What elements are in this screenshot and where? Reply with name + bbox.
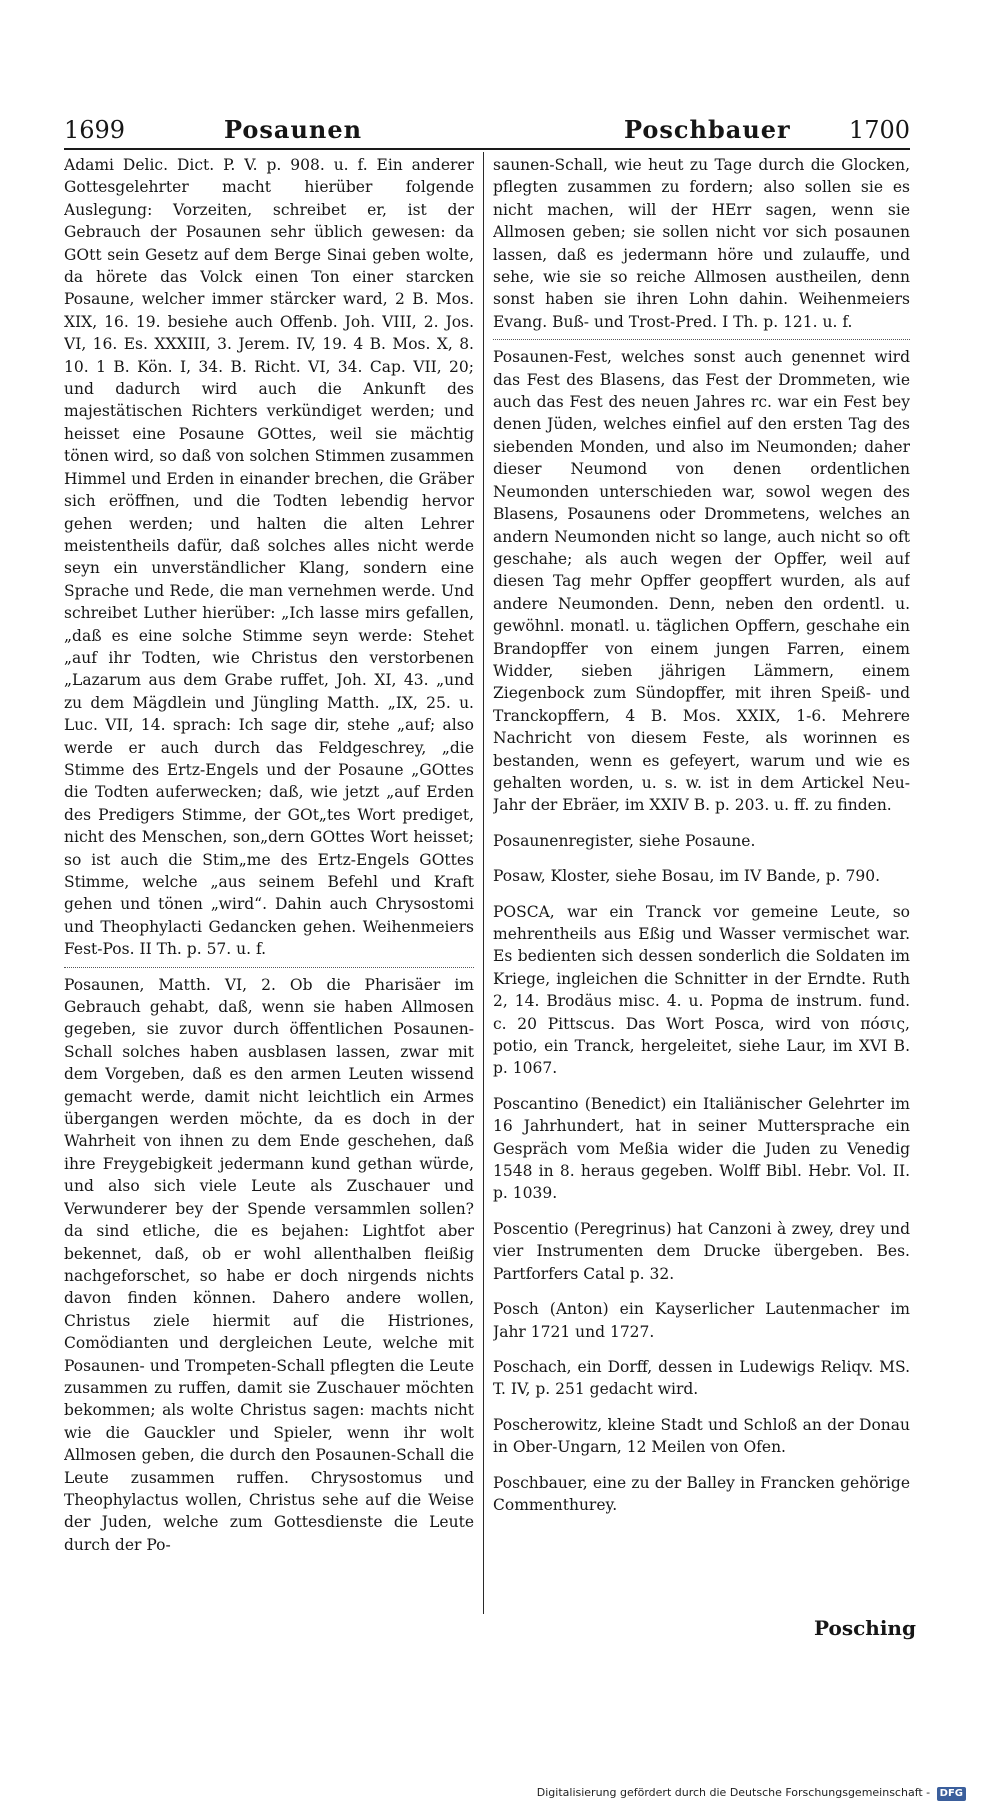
entry-posaunen-schall-continuation: saunen-Schall, wie heut zu Tage durch die Glocken, pflegten zusammen zu fordern; also sollen sie es nicht machen, will der HErr sagen, wenn sie Allmosen geben; sie sollen nicht vor sich posaunen lassen, daß es jedermann höre und zulauffe, und sehe, wie sie so reiche Allmosen austheilen, denn sonst haben sie ihren Lohn dahin. Weihenmeiers Evang. Buß- und Trost-Pred. I Th. p. 121. u. f. bbox=[493, 156, 910, 331]
entry-posaunen-fest: Posaunen-Fest, welches sonst auch genennet wird das Fest des Blasens, das Fest der Drommeten, wie auch das Fest des neuen Jahres rc. war ein Fest bey denen Jüden, welches einfiel auf den ersten Tag des siebenden Monden, und also im Neumonden; daher dieser Neumond von denen ordentlichen Neumonden unterschieden war, sowol wegen des Blasens, Posaunens oder Drommetens, welches an andern Neumonden nicht so lange, auch nicht so oft geschahe; als auch wegen der Opffer, weil auf diesen Tag mehr Opffer geopffert wurden, als auf andere Neumonden. Denn, neben den ordentl. u. gewöhnl. monatl. u. täglichen Opffern, geschahe ein Brandopffer von einem jungen Farren, einem Widder, sieben jährigen Lämmern, einem Ziegenbock zum Sündopffer, mit ihren Speiß- und Tranckopffern, 4 B. Mos. XXIX, 1-6. Mehrere Nachricht von diesem Feste, als worinnen es bestanden, wenn es gefeyert, warum und wie es gehalten worden, u. s. w. ist in dem Artickel Neu-Jahr der Ebräer, im XXIV B. p. 203. u. ff. zu finden. bbox=[493, 348, 910, 815]
dfg-logo[interactable]: DFG bbox=[937, 1787, 966, 1801]
entry-poscantino: Poscantino (Benedict) ein Italiänischer Gelehrter im 16 Jahrhundert, hat in seiner Muttersprache ein Gespräch vom Meßia wider die Juden zu Venedig 1548 in 8. heraus gegeben. Wolff Bibl. Hebr. Vol. II. p. 1039. bbox=[493, 1094, 910, 1203]
entry-poschach: Poschach, ein Dorff, dessen in Ludewigs Reliqv. MS. T. IV, p. 251 gedacht wird. bbox=[493, 1357, 910, 1399]
header-keyword-right: Poschbauer bbox=[624, 115, 791, 144]
footer-text: Digitalisierung gefördert durch die Deutsche Forschungsgemeinschaft - bbox=[536, 1786, 931, 1799]
right-column bbox=[493, 154, 910, 1644]
entry-posca: POSCA, war ein Tranck vor gemeine Leute, so mehrentheils aus Eßig und Wasser vermischet war. Es bedienten sich dessen sonderlich die Soldaten im Kriege, ingleichen die Schnitter in der Erndte. Ruth 2, 14. Brodäus misc. 4. u. Popma de instrum. fund. c. 20 Pittscus. Das Wort Posca, wird von πόσις, potio, ein Tranck, hergeleitet, siehe Laur, im XVI B. p. 1067. bbox=[493, 902, 910, 1078]
entry-separator bbox=[493, 339, 910, 340]
page-number-right: 1700 bbox=[848, 116, 910, 144]
column-divider bbox=[483, 152, 484, 1614]
entry-poscherowitz: Poscherowitz, kleine Stadt und Schloß an der Donau in Ober-Ungarn, 12 Meilen von Ofen. bbox=[493, 1415, 910, 1457]
entry-adami-continuation: Adami Delic. Dict. P. V. p. 908. u. f. Ein anderer Gottesgelehrter macht hierüber folgende Auslegung: Vorzeiten, schreibet er, ist der Gebrauch der Posaunen sehr üblich gewesen: da GOtt sein Gesetz auf dem Berge Sinai geben wolte, da hörete das Volck einen Ton einer starcken Posaune, welcher immer stärcker ward, 2 B. Mos. XIX, 16. 19. besiehe auch Offenb. Joh. VIII, 2. Jos. VI, 16. Es. XXXIII, 3. Jerem. IV, 19. 4 B. Mos. X, 8. 10. 1 B. Kön. I, 34. B. Richt. VI, 34. Cap. VII, 20; und dadurch wird auch die Ankunft des majestätischen Richters verkündiget werden; und heisset eine Posaune GOttes, weil sie mächtig tönen wird, so daß von solchen Stimmen zusammen Himmel und Erden in einander brechen, die Gräber sich eröffnen, und die Todten lebendig hervor gehen werden; und halten die alten Lehrer meistentheils dafür, daß solches alles nicht werde seyn ein unverständlicher Klang, sondern eine Sprache und Rede, die man vernehmen werde. Und schreibet Luther hierüber: „Ich lasse mirs gefallen, „daß es eine solche Stimme seyn werde: Stehet „auf ihr Todten, wie Christus den verstorbenen „Lazarum aus dem Grabe ruffet, Joh. XI, 43. „und zu dem Mägdlein und Jüngling Matth. „IX, 25. u. Luc. VII, 14. sprach: Ich sage dir, stehe „auf; also werde er auch durch das Feldgeschrey, „die Stimme des Ertz-Engels und der Posaune „GOttes die Todten auferwecken; daß, wie jetzt „auf Erden des Predigers Stimme, der GOt„tes Wort prediget, nicht des Menschen, son„dern GOttes Wort heisset; so ist auch die Stim„me des Ertz-Engels GOttes Stimme, welche „aus seinem Befehl und Kraft gehen und tönen „wird“. Dahin auch Chrysostomi und Theophylacti Gedancken gehen. Weihenmeiers Fest-Pos. II Th. p. 57. u. f. bbox=[64, 156, 474, 959]
entry-poschbauer: Poschbauer, eine zu der Balley in Francken gehörige Commenthurey. bbox=[493, 1473, 910, 1514]
entry-posaw: Posaw, Kloster, siehe Bosau, im IV Bande, p. 790. bbox=[493, 867, 880, 886]
entry-posch: Posch (Anton) ein Kayserlicher Lautenmacher im Jahr 1721 und 1727. bbox=[493, 1300, 910, 1341]
entry-posaunen-matth: Posaunen, Matth. VI, 2. Ob die Pharisäer im Gebrauch gehabt, daß, wenn sie haben Allmosen gegeben, sie zuvor durch öffentlichen Posaunen-Schall solches haben ausblasen lassen, zwar mit dem Vorgeben, daß es den armen Leuten wissend gemacht werde, damit nicht leichtlich ein Armes übergangen werden möchte, da es doch in der Wahrheit von ihnen zu dem Ende geschehen, daß ihre Freygebigkeit jedermann kund gethan würde, und also sich viele Leute als Zuschauer und Verwunderer bey der Spende versammlen sollen? da sind etliche, die es bejahen: Lightfot aber bekennet, daß, ob er wohl allenthalben fleißig nachgeforschet, so habe er doch nirgends nichts davon finden können. Dahero andere wollen, Christus ziele hiermit auf die Histriones, Comödianten und dergleichen Leute, welche mit Posaunen- und Trompeten-Schall pflegten die Leute zusammen zu ruffen, damit sie Zuschauer möchten bekommen; als wolte Christus sagen: machts nicht wie die Gauckler und Spieler, wenn ihr wolt Allmosen geben, die durch den Posaunen-Schall die Leute zusammen ruffen. Chrysostomus und Theophylactus wollen, Christus sehe auf die Weise der Juden, welche zum Gottesdienste die Leute durch der Po- bbox=[64, 975, 474, 1554]
entry-posaunenregister: Posaunenregister, siehe Posaune. bbox=[493, 831, 756, 850]
catchword: Posching bbox=[814, 1616, 916, 1640]
digitization-footer bbox=[537, 1785, 966, 1801]
page-header bbox=[64, 112, 910, 150]
page-number-left: 1699 bbox=[64, 116, 126, 144]
entry-poscentio: Poscentio (Peregrinus) hat Canzoni à zwey, drey und vier Instrumenten dem Drucke übergeben. Bes. Partforfers Catal p. 32. bbox=[493, 1219, 910, 1283]
header-keyword-left: Posaunen bbox=[224, 115, 363, 144]
entry-separator bbox=[64, 967, 474, 968]
left-column bbox=[64, 154, 474, 1644]
